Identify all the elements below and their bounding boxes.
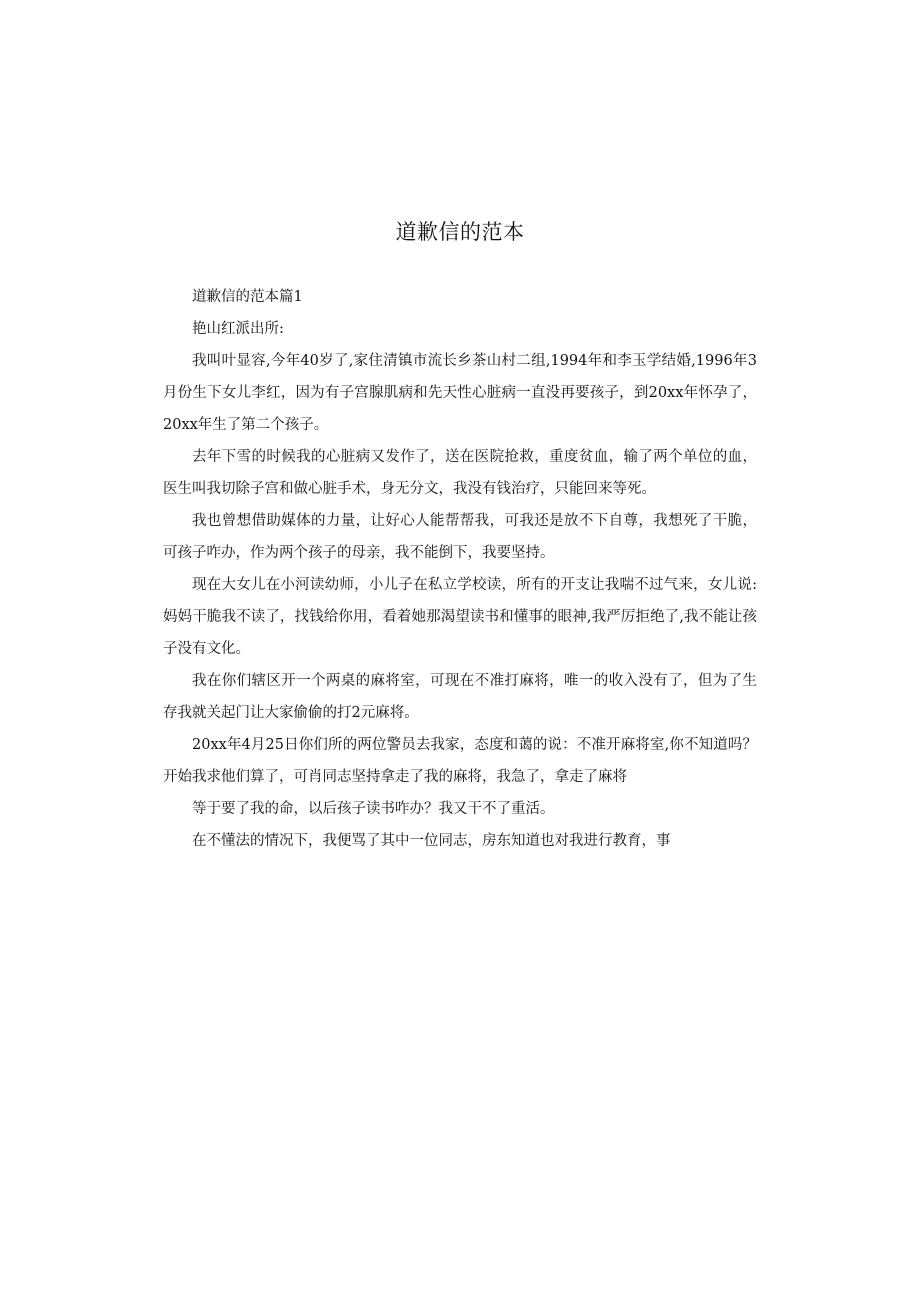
- paragraph-4: 现在大女儿在小河读幼师，小儿子在私立学校读，所有的开支让我喘不过气来，女儿说:妈妈干脆我不读了，找钱给你用，看着她那渴望读书和懂事的眼神,我严厉拒绝了,我不能让孩子没有文化。: [163, 577, 757, 657]
- document-body: [163, 281, 757, 857]
- paragraph-7: 等于要了我的命，以后孩子读书咋办？我又干不了重活。: [192, 801, 555, 817]
- paragraph-5: 我在你们辖区开一个两桌的麻将室，可现在不准打麻将，唯一的收入没有了，但为了生存我就关起门让大家偷偷的打2元麻将。: [163, 673, 757, 721]
- paragraph-8: 在不懂法的情况下，我便骂了其中一位同志，房东知道也对我进行教育，事: [192, 833, 671, 849]
- paragraph-2: 去年下雪的时候我的心脏病又发作了，送在医院抢救，重度贫血，输了两个单位的血，医生叫我切除子宫和做心脏手术，身无分文，我没有钱治疗，只能回来等死。: [163, 449, 757, 497]
- document-title: 道歉信的范本: [395, 220, 525, 244]
- paragraph-3: 我也曾想借助媒体的力量，让好心人能帮帮我，可我还是放不下自尊，我想死了干脆，可孩子咋办，作为两个孩子的母亲，我不能倒下，我要坚持。: [163, 513, 757, 561]
- section-heading: 道歉信的范本篇1: [192, 289, 303, 305]
- paragraph-1: 我叫叶显容,今年40岁了,家住清镇市流长乡茶山村二组,1994年和李玉学结婚,1996年3月份生下女儿李红，因为有子宫腺肌病和先天性心脏病一直没再要孩子，到20xx年怀孕了，20xx年生了第二个孩子。: [163, 353, 757, 433]
- salutation: 艳山红派出所:: [192, 321, 284, 337]
- paragraph-6: 20xx年4月25日你们所的两位警员去我家，态度和蔼的说：不准开麻将室,你不知道吗？开始我求他们算了，可肖同志坚持拿走了我的麻将，我急了，拿走了麻将: [163, 737, 757, 785]
